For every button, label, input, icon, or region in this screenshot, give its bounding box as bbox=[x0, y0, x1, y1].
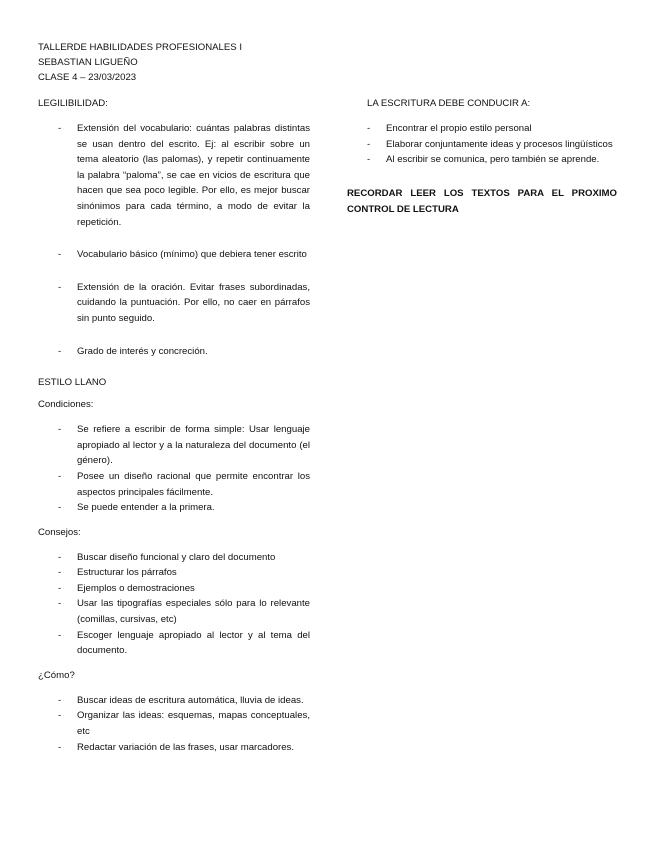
list-item: - Redactar variación de las frases, usar marcadores. bbox=[38, 740, 310, 756]
condiciones-label: Condiciones: bbox=[38, 399, 94, 411]
course-title: TALLERDE HABILIDADES PROFESIONALES I bbox=[38, 42, 243, 53]
consejos-label: Consejos: bbox=[38, 526, 81, 538]
list-item: - Usar las tipografías especiales sólo para lo relevante (comillas, cursivas, etc) bbox=[38, 596, 310, 627]
left-column bbox=[38, 97, 310, 755]
list-item: - Estructurar los párrafos bbox=[38, 565, 310, 581]
list-item: - Al escribir se comunica, pero también se aprende. bbox=[347, 152, 617, 168]
reading-reminder: RECORDAR LEER LOS TEXTOS PARA EL PROXIMO CONTROL DE LECTURA bbox=[347, 187, 617, 215]
list-item: - Se refiere a escribir de forma simple: Usar lenguaje apropiado al lector y a la naturaleza del documento (el género). bbox=[38, 422, 310, 469]
list-item: - Organizar las ideas: esquemas, mapas conceptuales, etc bbox=[38, 708, 310, 739]
list-item: - Vocabulario básico (mínimo) que debiera tener escrito bbox=[38, 247, 310, 263]
list-item: - Buscar ideas de escritura automática, lluvia de ideas. bbox=[38, 693, 310, 709]
list-item: - Encontrar el propio estilo personal bbox=[347, 121, 617, 137]
escritura-heading: LA ESCRITURA DEBE CONDUCIR A: bbox=[367, 98, 531, 109]
list-item: - Ejemplos o demostraciones bbox=[38, 581, 310, 597]
escritura-list bbox=[347, 121, 617, 168]
right-column bbox=[347, 97, 617, 227]
consejos-list bbox=[38, 550, 310, 659]
list-item: - Buscar diseño funcional y claro del documento bbox=[38, 550, 310, 566]
como-list bbox=[38, 693, 310, 755]
legibilidad-heading: LEGILIBILIDAD: bbox=[38, 98, 108, 109]
list-item: - Se puede entender a la primera. bbox=[38, 500, 310, 516]
condiciones-list bbox=[38, 422, 310, 516]
list-item: - Extensión del vocabulario: cuántas palabras distintas se usan dentro del escrito. Ej: al escribir sobre un tema aleatorio (las palomas), y repetir continuamente la palabra “paloma”, se cae en vicios de escritura que hacen que sea poco legible. Por ello, es mejor buscar sinónimos para cada término, a modo de evitar la repetición. bbox=[38, 121, 310, 230]
estilo-llano-heading: ESTILO LLANO bbox=[38, 377, 107, 389]
class-date: CLASE 4 – 23/03/2023 bbox=[38, 72, 137, 83]
list-item: - Grado de interés y concreción. bbox=[38, 344, 310, 360]
list-item: - Posee un diseño racional que permite encontrar los aspectos principales fácilmente. bbox=[38, 469, 310, 500]
list-item: - Elaborar conjuntamente ideas y procesos lingüísticos bbox=[347, 137, 617, 153]
como-label: ¿Cómo? bbox=[38, 669, 75, 681]
legibilidad-list bbox=[38, 121, 310, 359]
list-item: - Extensión de la oración. Evitar frases subordinadas, cuidando la puntuación. Por ello, no caer en párrafos sin punto seguido. bbox=[38, 280, 310, 327]
document-header bbox=[38, 40, 242, 85]
list-item: - Escoger lenguaje apropiado al lector y al tema del documento. bbox=[38, 628, 310, 659]
author-name: SEBASTIAN LIGUEÑO bbox=[38, 57, 138, 68]
